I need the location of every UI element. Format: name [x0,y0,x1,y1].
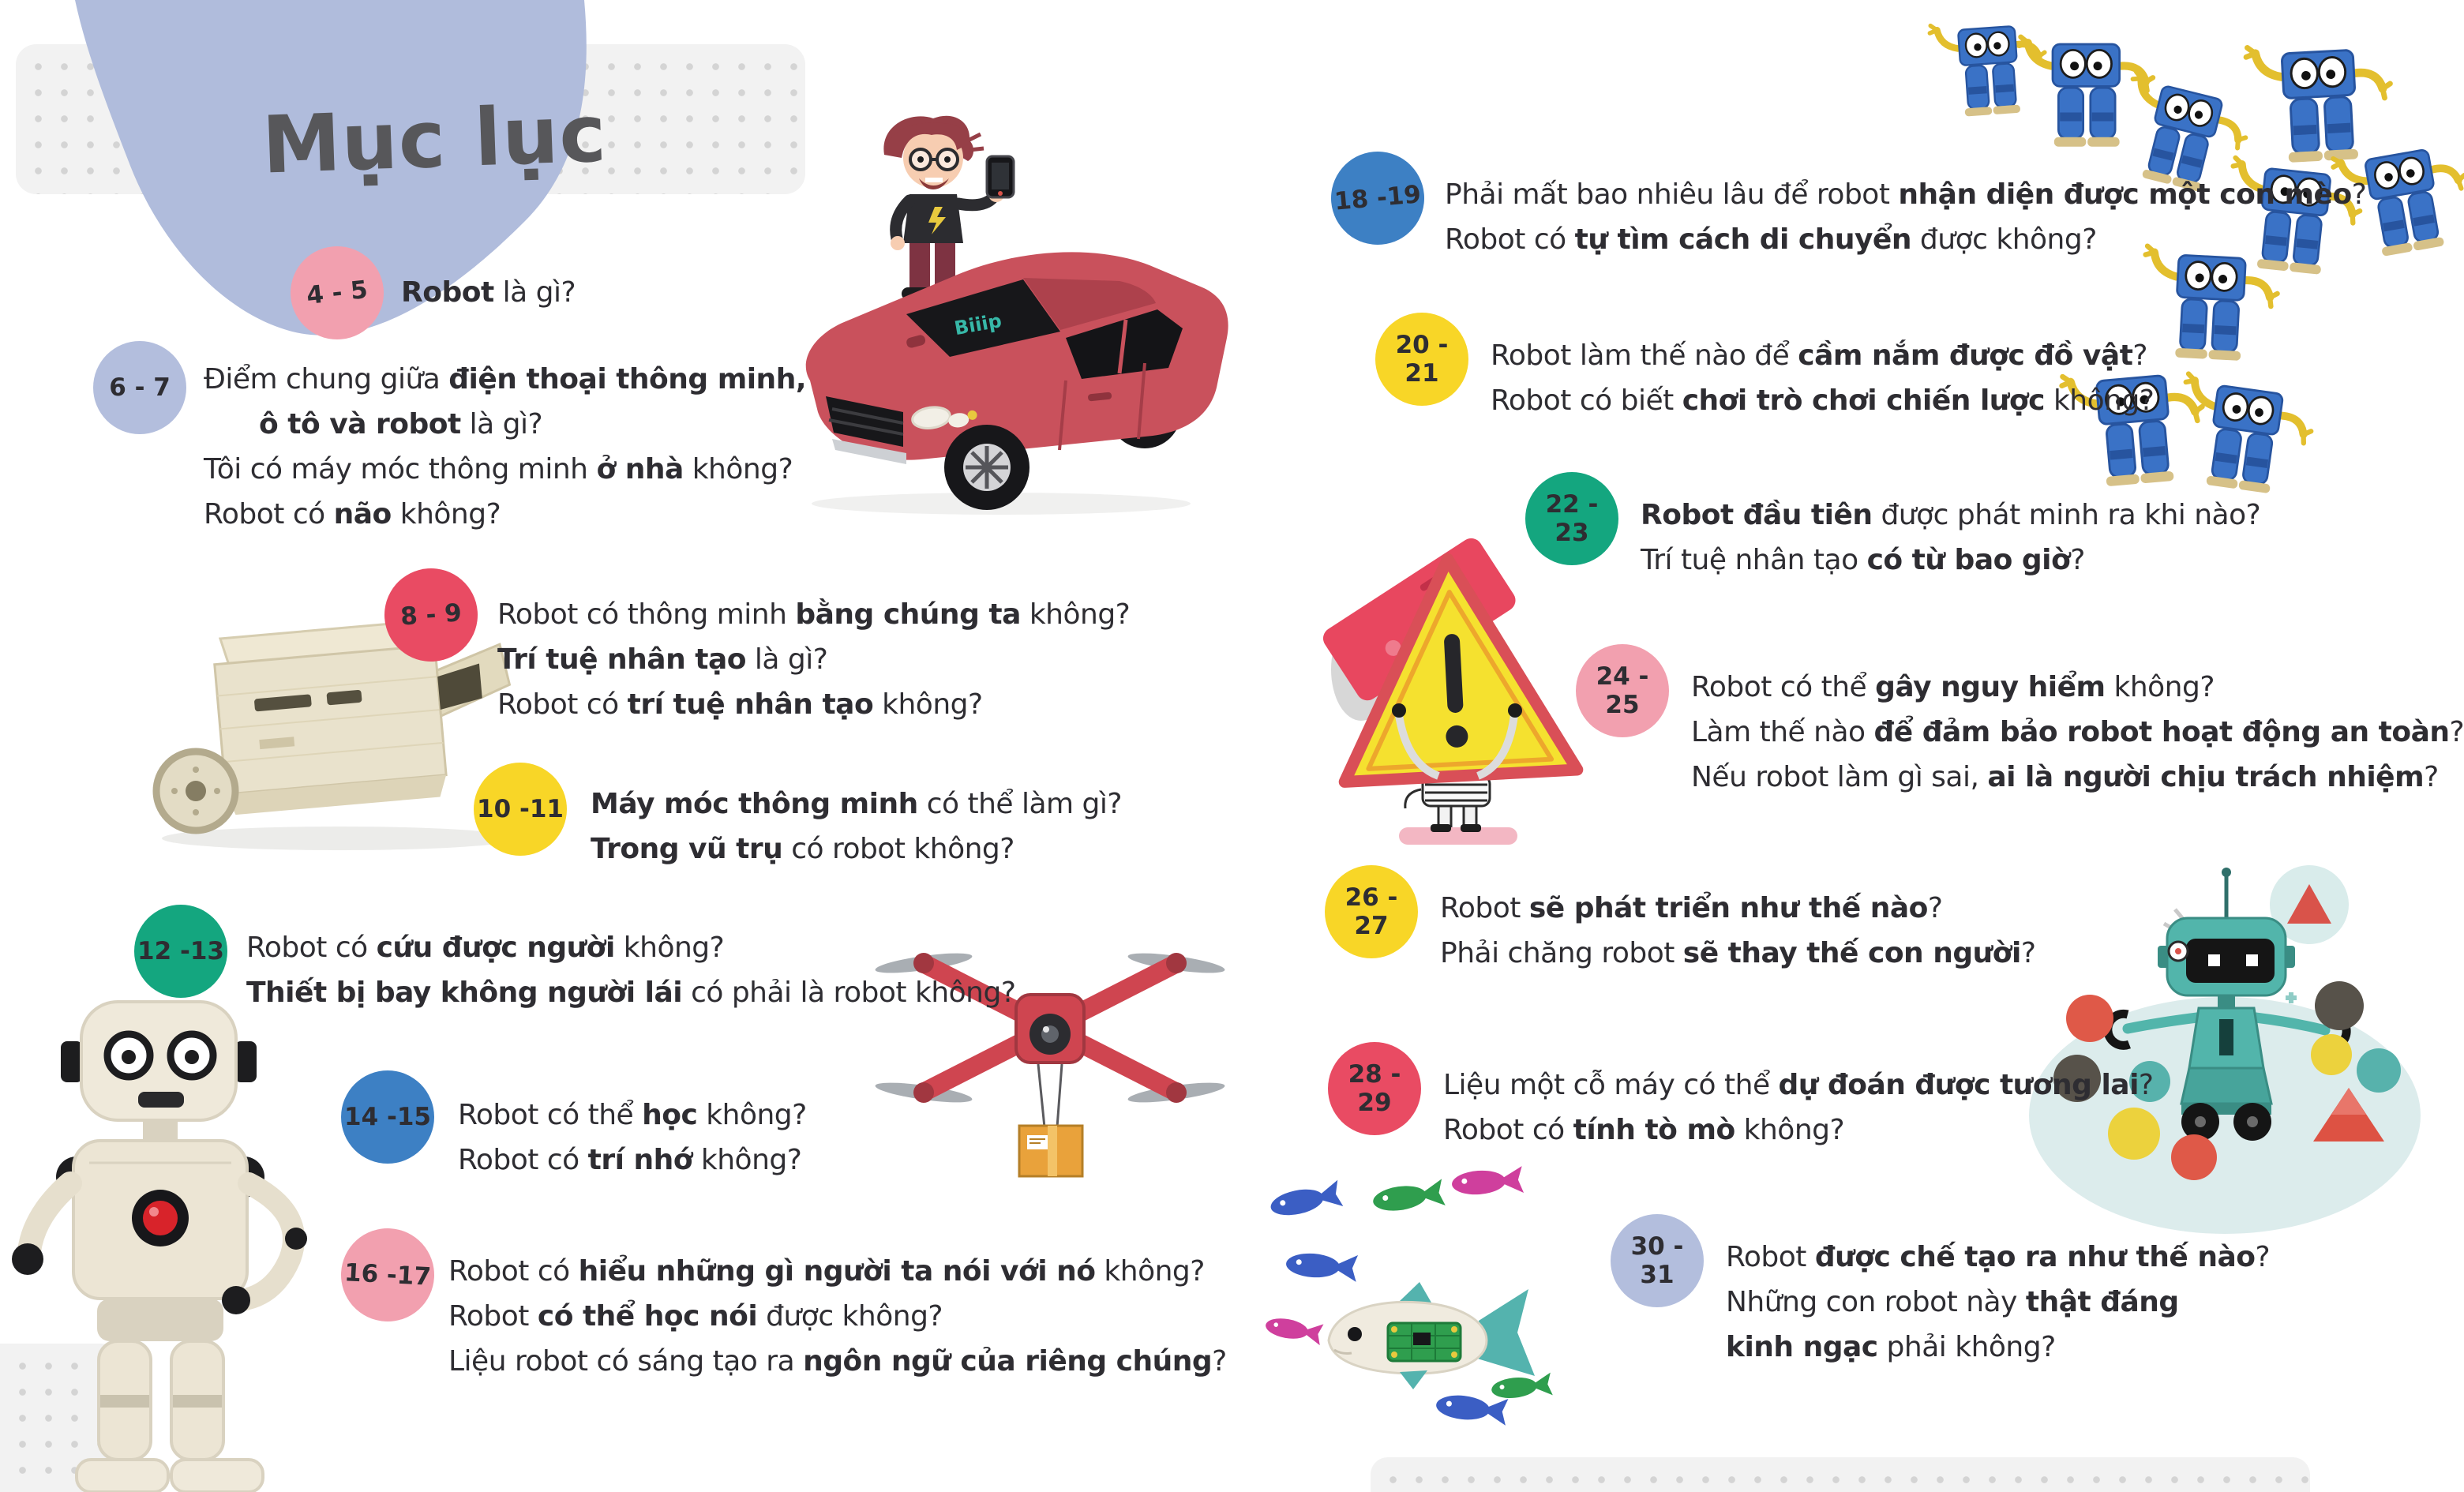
page-number-badge: 4 - 5 [286,242,388,344]
pixel-man-and-car-illustration [774,95,1232,529]
robotic-fish-illustration [1238,1159,1617,1467]
toc-entry-text: Máy móc thông minh có thể làm gì? Trong vũ trụ có robot không? [591,788,1123,865]
page-number-badge: 26 - 27 [1325,865,1418,958]
page-number-badge: 24 - 25 [1576,644,1669,737]
page-number-badge: 14 -15 [341,1070,434,1164]
toc-entry-text: Robot được chế tạo ra như thế nào? Những con robot này thật đáng kinh ngạc phải không? [1726,1241,2271,1363]
page-number-badge: 16 -17 [339,1226,437,1324]
toc-entry-text: Phải mất bao nhiêu lâu để robot nhận diện được một con mèo? Robot có tự tìm cách di chuyển được không? [1445,178,2367,256]
pixel-red-car [806,252,1228,515]
toc-entry-text: Liệu một cỗ máy có thể dự đoán được tương lai? Robot có tính tò mò không? [1443,1069,2154,1146]
toc-entry-text: Robot làm thế nào để cầm nắm được đồ vật? Robot có biết chơi trò chơi chiến lược không? [1491,339,2155,417]
page-number-badge: 10 -11 [474,763,567,856]
white-toy-robot-illustration [0,991,351,1492]
robo-fish [1329,1282,1535,1389]
page-number-badge: 8 - 9 [381,565,481,665]
toc-entry-text: Robot có thể học không? Robot có trí nhớ không? [458,1099,807,1176]
page-number-badge: 18 -19 [1327,148,1428,249]
page-title: Mục lục [261,87,609,192]
page-number-badge: 28 - 29 [1328,1042,1421,1135]
page-number-badge: 6 - 7 [93,341,186,434]
page-number-badge: 12 -13 [134,905,227,998]
car-dashboard-text: Biiip [952,309,1003,340]
toc-entry-text: Robot đầu tiên được phát minh ra khi nào? Trí tuệ nhân tạo có từ bao giờ? [1641,499,2261,576]
toc-entry-text: Robot có thông minh bằng chúng ta không? Trí tuệ nhân tạo là gì? Robot có trí tuệ nhân tạo không? [497,598,1131,721]
toc-entry-text: Robot có cứu được người không? Thiết bị bay không người lái có phải là robot không? [246,932,1016,1009]
page-number-badge: 30 - 31 [1611,1214,1704,1307]
toc-entry-text: Robot có thể gây nguy hiểm không? Làm thế nào để đảm bảo robot hoạt động an toàn? Nếu robot làm gì sai, ai là người chịu trách nhiệm? [1691,671,2464,793]
toc-entry-text: Robot là gì? [401,276,576,309]
page-number-badge: 20 - 21 [1375,313,1468,406]
toc-entry-text: Robot có hiểu những gì người ta nói với nó không? Robot có thể học nói được không? Liệu robot có sáng tạo ra ngôn ngữ của riêng chúng? [448,1255,1227,1378]
toc-entry-text: Robot sẽ phát triển như thế nào? Phải chăng robot sẽ thay thế con người? [1440,892,2036,969]
toc-entry-text: Điểm chung giữa điện thoại thông minh, ô tô và robot là gì? Tôi có máy móc thông minh ở nhà không? Robot có não không? [204,363,806,530]
page-number-badge: 22 - 23 [1525,472,1618,565]
